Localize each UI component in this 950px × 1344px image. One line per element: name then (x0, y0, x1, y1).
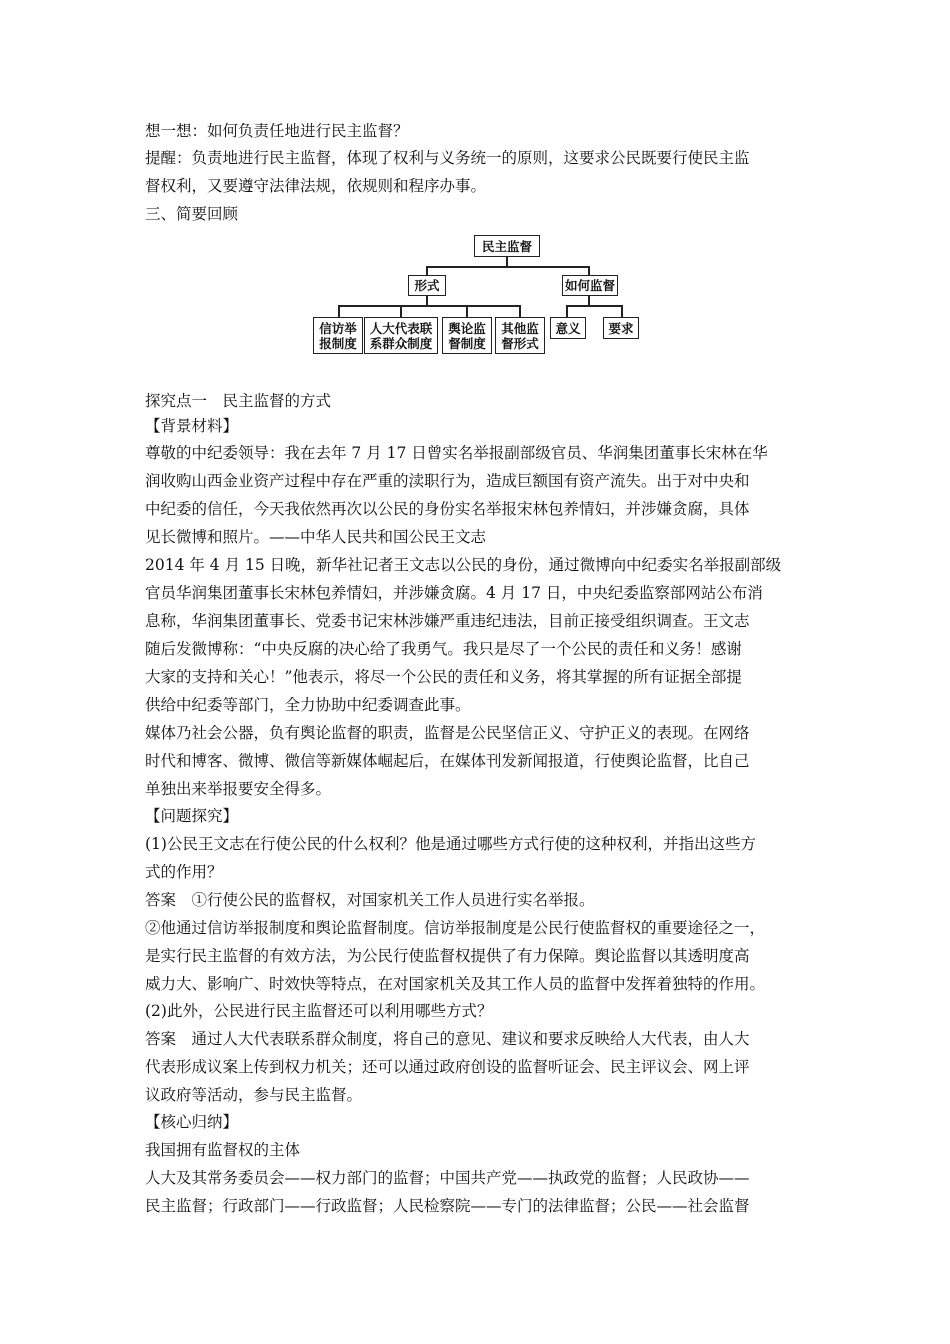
leaf-label: 报制度 (319, 335, 357, 351)
paragraph-line: 尊敬的中纪委领导：我在去年 7 月 17 日曾实名举报副部级官员、华润集团董事长宋林在华 (145, 444, 768, 462)
paragraph-line: 中纪委的信任，今天我依然再次以公民的身份实名举报宋林包养情妇，并涉嫌贪腐，具体 (145, 500, 750, 518)
question-line: 式的作用？ (145, 863, 223, 881)
question-line: (2)此外，公民进行民主监督还可以利用哪些方式？ (145, 1002, 493, 1020)
paragraph-line: 官员华润集团董事长宋林包养情妇，并涉嫌贪腐。4 月 17 日，中央纪委监察部网站公布消 (145, 584, 763, 602)
leaf-label: 督制度 (448, 335, 486, 351)
core-summary-label: 【核心归纳】 (145, 1113, 239, 1131)
connector (621, 305, 623, 317)
question-label: 【问题探究】 (145, 807, 239, 825)
connector (338, 305, 519, 307)
connector (566, 305, 621, 307)
paragraph-line: 2014 年 4 月 15 日晚，新华社记者王文志以公民的身份，通过微博向中纪委实名举报副部级 (145, 556, 782, 574)
connector (588, 295, 590, 305)
leaf-label: 人大代表联 (369, 320, 433, 336)
form-node: 形式 (408, 275, 446, 296)
reminder-line-2: 督权利，又要遵守法律法规，依规则和程序办事。 (145, 177, 487, 195)
paragraph-line: 润收购山西金业资产过程中存在严重的渎职行为，造成巨额国有资产流失。出于对中央和 (145, 472, 750, 490)
summary-heading: 我国拥有监督权的主体 (145, 1141, 301, 1159)
answer-line: 议政府等活动，参与民主监督。 (145, 1086, 363, 1104)
paragraph-line: 时代和博客、微博、微信等新媒体崛起后，在媒体刊发新闻报道，行使舆论监督，比自己 (145, 752, 750, 770)
connector (426, 295, 428, 305)
connector (426, 266, 588, 268)
connector (566, 305, 568, 317)
answer-line: 威力大、影响广、时效快等特点，在对国家机关及其工作人员的监督中发挥着独特的作用。 (145, 975, 766, 993)
root-node: 民主监督 (474, 235, 540, 257)
paragraph-line: 单独出来举报要安全得多。 (145, 780, 332, 798)
leaf-other-forms (495, 317, 545, 354)
leaf-npc-deputy-system (364, 317, 438, 354)
answer-line: 答案 通过人大代表联系群众制度，将自己的意见、建议和要求反映给人大代表，由人大 (145, 1030, 750, 1048)
answer-line: 答案 ①行使公民的监督权，对国家机关工作人员进行实名举报。 (145, 891, 595, 909)
paragraph-line: 见长微博和照片。——中华人民共和国公民王文志 (145, 528, 487, 546)
leaf-label: 信访举 (319, 320, 357, 336)
answer-line: ②他通过信访举报制度和舆论监督制度。信访举报制度是公民行使监督权的重要途径之一， (145, 919, 766, 937)
answer-line: 是实行民主监督的有效方法，为公民行使监督权提供了有力保障。舆论监督以其透明度高 (145, 947, 750, 965)
concept-diagram (300, 232, 650, 362)
paragraph-line: 媒体乃社会公器，负有舆论监督的职责，监督是公民坚信正义、守护正义的表现。在网络 (145, 724, 750, 742)
connector (338, 305, 340, 317)
leaf-label: 其他监 (501, 320, 539, 336)
question-line: (1)公民王文志在行使公民的什么权利？他是通过哪些方式行使的这种权利，并指出这些方 (145, 835, 756, 853)
think-question: 想一想：如何负责任地进行民主监督？ (145, 122, 409, 140)
connector (466, 305, 468, 317)
reminder-line-1: 提醒：负责地进行民主监督，体现了权利与义务统一的原则，这要求公民既要行使民主监 (145, 149, 750, 167)
paragraph-line: 供给中纪委等部门，全力协助中纪委调查此事。 (145, 696, 471, 714)
requirement-node: 要求 (603, 317, 639, 339)
background-label: 【背景材料】 (145, 417, 239, 435)
inquiry-heading: 探究点一 民主监督的方式 (145, 392, 332, 410)
summary-line: 人大及其常务委员会——权力部门的监督；中国共产党——执政党的监督；人民政协—— (145, 1169, 750, 1187)
connector (506, 256, 508, 266)
leaf-label: 舆论监 (448, 320, 486, 336)
summary-line: 民主监督；行政部门——行政监督；人民检察院——专门的法律监督；公民——社会监督 (145, 1197, 750, 1215)
meaning-node: 意义 (550, 317, 586, 339)
paragraph-line: 息称，华润集团董事长、党委书记宋林涉嫌严重违纪违法，目前正接受组织调查。王文志 (145, 612, 750, 630)
leaf-public-opinion-system (442, 317, 492, 354)
paragraph-line: 随后发微博称：“中央反腐的决心给了我勇气。我只是尽了一个公民的责任和义务！感谢 (145, 640, 742, 658)
connector (519, 305, 521, 317)
leaf-label: 督形式 (501, 335, 539, 351)
section-heading: 三、简要回顾 (145, 205, 239, 223)
leaf-petition-system (313, 317, 363, 354)
answer-line: 代表形成议案上传到权力机关；还可以通过政府创设的监督听证会、民主评议会、网上评 (145, 1058, 750, 1076)
how-node: 如何监督 (562, 275, 618, 296)
leaf-label: 系群众制度 (369, 335, 433, 351)
connector (400, 305, 402, 317)
paragraph-line: 大家的支持和关心！”他表示，将尽一个公民的责任和义务，将其掌握的所有证据全部提 (145, 668, 742, 686)
